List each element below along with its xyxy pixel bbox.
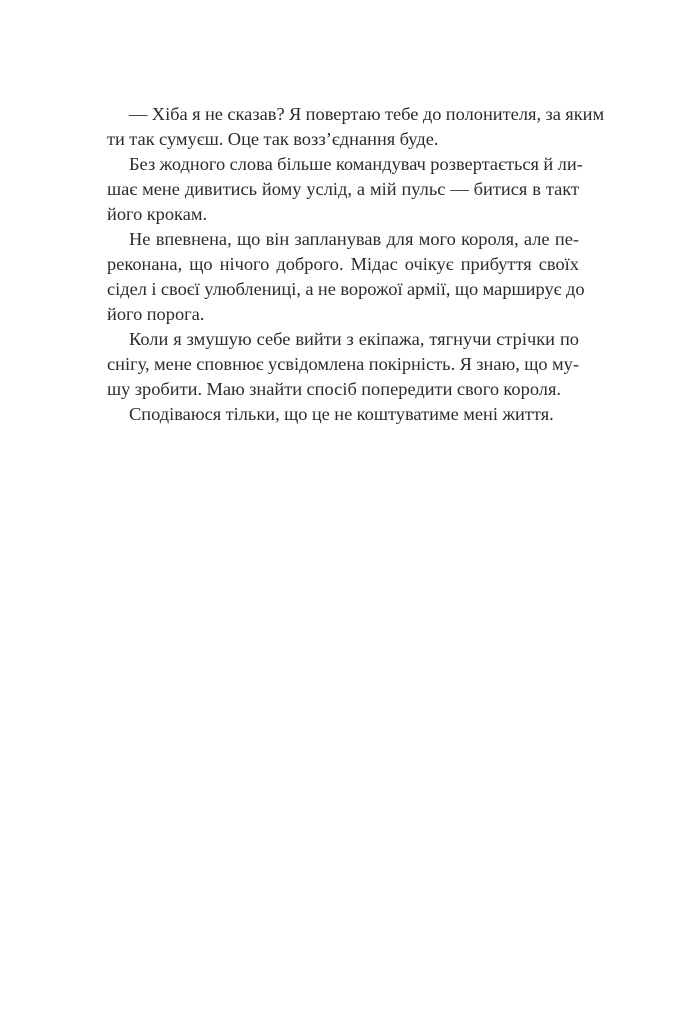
paragraph-2-line-3: його крокам. — [107, 204, 208, 224]
paragraph-3-line-3: сідел і своєї улюблениці, а не ворожої армії, що марширує до — [107, 279, 585, 299]
paragraph-2-line-2: шає мене дивитись йому услід, а мій пульс — битися в такт — [107, 179, 579, 199]
paragraph-4-line-2: снігу, мене сповнює усвідомлена покірність. Я знаю, що му- — [107, 354, 579, 374]
paragraph-1-line-1: — Хіба я не сказав? Я повертаю тебе до полонителя, за яким — [129, 104, 605, 124]
body-text — [107, 102, 605, 427]
paragraph-2-line-1: Без жодного слова більше командувач розвертається й ли- — [129, 154, 583, 174]
paragraph-5-line-1: Сподіваюся тільки, що це не коштуватиме мені життя. — [129, 404, 554, 424]
paragraph-3-line-4: його порога. — [107, 304, 205, 324]
paragraph-3-line-2: реконана, що нічого доброго. Мідас очікує прибуття своїх — [107, 254, 579, 274]
paragraph-4-line-1: Коли я змушую себе вийти з екіпажа, тягнучи стрічки по — [129, 329, 579, 349]
paragraph-4-line-3: шу зробити. Маю знайти спосіб попередити свого короля. — [107, 379, 562, 399]
paragraph-1-line-2: ти так сумуєш. Оце так возз’єднання буде. — [107, 129, 439, 149]
paragraph-3-line-1: Не впевнена, що він запланував для мого короля, але пе- — [129, 229, 579, 249]
